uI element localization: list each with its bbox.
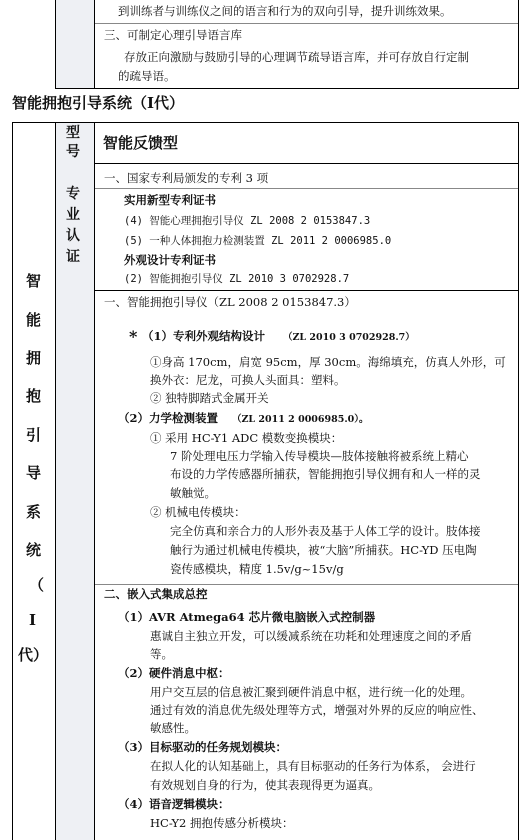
item-3-desc-2: 的疏导语。	[118, 69, 176, 83]
model-label-2: 号	[66, 144, 80, 160]
e2-title: （2）硬件消息中枢：	[118, 666, 230, 680]
e3-d2: 有效规划自身的行为，使其表现得更为逼真。	[150, 778, 380, 792]
sub2-title: （2）力学检测装置	[118, 411, 219, 425]
star-mark: *	[129, 327, 138, 346]
e2-d3: 敏感性。	[150, 721, 196, 735]
vlabel-char: 抱	[26, 387, 42, 405]
sub1-p2: ② 独特脚踏式金属开关	[150, 391, 269, 405]
vlabel-char: 拥	[26, 349, 42, 367]
utility-title: 实用新型专利证书	[124, 193, 216, 207]
e2-d2: 通过有效的消息优先级处理等方式，增强对外界的反应的响应性、	[150, 703, 484, 717]
feature-h2: 二、嵌入式集成总控	[104, 587, 208, 601]
item-3-title: 三、可制定心理引导语言库	[104, 28, 242, 42]
cert-label-2: 业	[66, 207, 80, 223]
sub2-p2-d2: 触行为通过机械电传模块，被“大脑”所捕获。HC-YD 压电陶	[170, 543, 477, 557]
cert-label-4: 证	[66, 249, 80, 265]
design-title: 外观设计专利证书	[124, 253, 216, 267]
e1-d1: 惠诚自主独立开发，可以缓减系统在功耗和处理速度之间的矛盾	[150, 629, 472, 643]
sub1-title: （1）专利外观结构设计	[142, 329, 266, 343]
cert-label-3: 认	[66, 228, 80, 244]
vlabel-char: 系	[26, 503, 42, 521]
e2-d1: 用户交互层的信息被汇聚到硬件消息中枢，进行统一化的处理。	[150, 685, 472, 699]
vlabel-char: 导	[26, 464, 42, 482]
e3-d1: 在拟人化的认知基础上，具有目标驱动的任务行为体系， 会进行	[150, 759, 476, 773]
e4-d1: HC-Y2 拥抱传感分析模块：	[150, 816, 294, 830]
cert-label-1: 专	[66, 186, 80, 202]
utility-item: (4) 智能心理拥抱引导仪 ZL 2008 2 0153847.3	[124, 215, 371, 227]
sub2-p2-d1: 完全仿真和亲合力的人形外表及基于人体工学的设计。肢体接	[170, 524, 481, 538]
vlabel-char: 引	[26, 426, 42, 444]
vlabel-char: 统	[26, 541, 42, 559]
sub2-p1: ① 采用 HC-Y1 ADC 模数变换模块：	[150, 431, 343, 445]
sub1-p1-l1: ①身高 170cm，肩宽 95cm，厚 30cm。海绵填充，仿真人外形，可	[150, 355, 506, 369]
item-3-desc-1: 存放正向激励与鼓励引导的心理调节疏导语言库，并可存放自行定制	[124, 50, 469, 64]
vlabel-char: 代）	[18, 646, 49, 664]
sub2-p1-d1: 7 阶处理电压力学输入传导模块—肢体接触将被系统上精心	[170, 449, 469, 463]
e3-title: （3）目标驱动的任务规划模块：	[118, 740, 287, 754]
vlabel-char: （	[29, 576, 45, 594]
feature-h1: 一、智能拥抱引导仪（ZL 2008 2 0153847.3）	[104, 295, 356, 309]
vlabel-char: 智	[26, 272, 42, 290]
utility-item: (5) 一种人体拥抱力检测装置 ZL 2011 2 0006985.0	[124, 235, 392, 247]
cert-heading: 一、国家专利局颁发的专利 3 项	[104, 171, 269, 185]
sub2-p1-d2: 布设的力学传感器所捕获，智能拥抱引导仪拥有和人一样的灵	[170, 467, 481, 481]
vlabel-char: Ⅰ	[29, 611, 37, 629]
top-line-1: 到训练者与训练仪之间的语言和行为的双向引导，提升训练效果。	[118, 4, 452, 18]
e4-title: （4）语音逻辑模块：	[118, 797, 230, 811]
sub2-p2: ② 机械电传模块：	[150, 505, 246, 519]
e1-d2: 等。	[150, 647, 173, 661]
vlabel-char: 能	[26, 311, 42, 329]
sub2-p1-d3: 敏触觉。	[170, 486, 216, 500]
design-item: (2) 智能拥抱引导仪 ZL 2010 3 0702928.7	[124, 273, 350, 285]
section-title: 智能拥抱引导系统（Ⅰ代）	[12, 94, 185, 112]
model-label-1: 型	[66, 125, 80, 141]
e1-title: （1）AVR Atmega64 芯片微电脑嵌入式控制器	[118, 610, 376, 624]
sub2-code: （ZL 2011 2 0006985.0）。	[232, 414, 369, 425]
sub1-code: （ZL 2010 3 0702928.7）	[283, 332, 415, 343]
sub2-p2-d3: 瓷传感模块，精度 1.5v/g~15v/g	[170, 562, 344, 576]
sub1-p1-l2: 换外衣：尼龙，可换人头面具：塑料。	[150, 373, 346, 387]
model-value: 智能反馈型	[103, 134, 179, 152]
